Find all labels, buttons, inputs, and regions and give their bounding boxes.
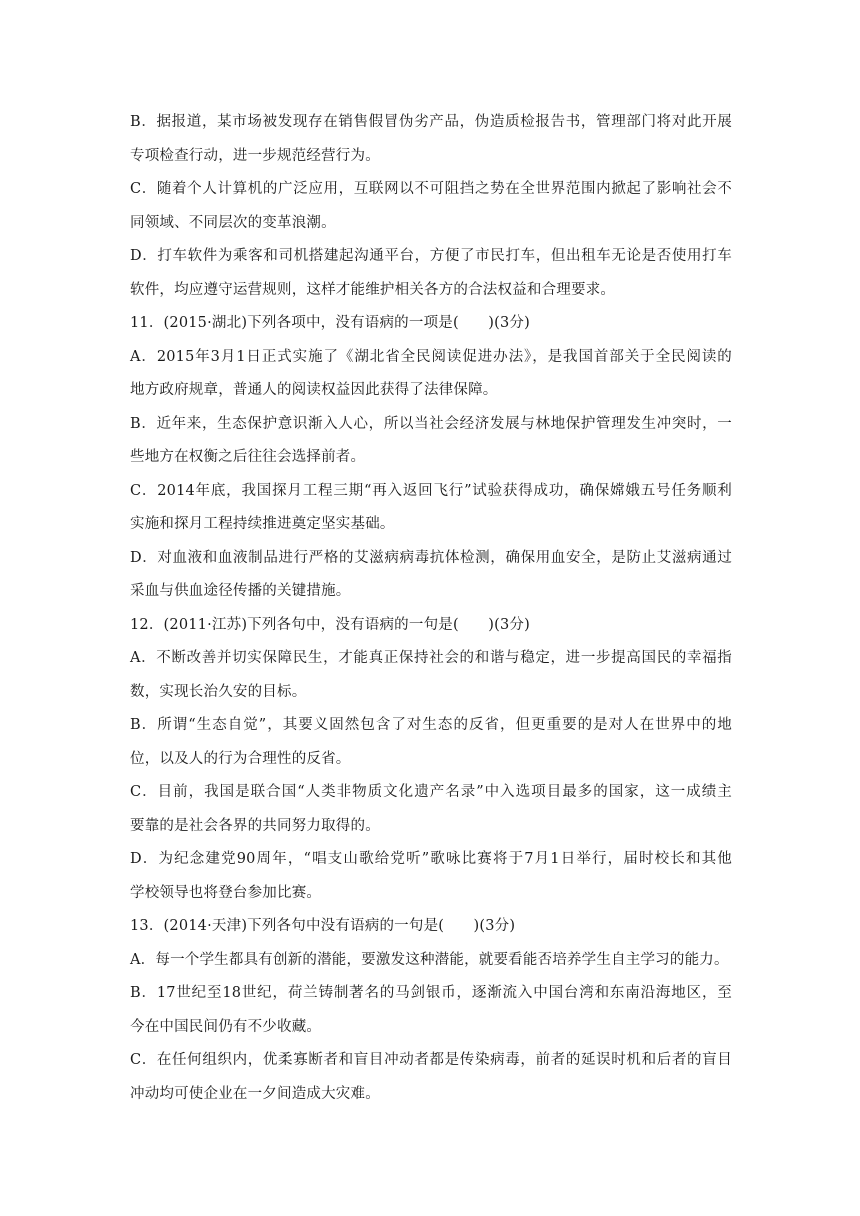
text-line: 同领域、不同层次的变革浪潮。: [130, 214, 336, 231]
text-line: 要靠的是社会各界的共同努力取得的。: [130, 817, 380, 834]
question-paragraph: [130, 542, 732, 609]
question-paragraph: [130, 709, 732, 776]
text-line: 冲动均可使企业在一夕间造成大灾难。: [130, 1085, 380, 1102]
text-line: 13．(2014·天津)下列各句中没有语病的一句是( )(3分): [130, 918, 516, 934]
text-line: A．每一个学生都具有创新的潜能，要激发这种潜能，就要看能否培养学生自主学习的能力。: [130, 951, 729, 968]
text-line: D．为纪念建党90周年，“唱支山歌给党听”歌咏比赛将于7月1日举行，届时校长和其他: [130, 851, 732, 867]
text-line: D．打车软件为乘客和司机搭建起沟通平台，方便了市民打车，但出租车无论是否使用打车: [130, 248, 732, 264]
text-line: B．所谓“生态自觉”，其要义固然包含了对生态的反省，但更重要的是对人在世界中的地: [130, 717, 732, 733]
question-paragraph: [130, 240, 732, 307]
text-line: D．对血液和血液制品进行严格的艾滋病病毒抗体检测，确保用血安全，是防止艾滋病通过: [130, 549, 732, 566]
text-line: 学校领导也将登台参加比赛。: [130, 884, 322, 901]
text-line: B．17世纪至18世纪，荷兰铸制著名的马剑银币，逐渐流入中国台湾和东南沿海地区，至: [130, 985, 732, 1001]
text-line: 数，实现长治久安的目标。: [130, 683, 307, 700]
text-line: 地方政府规章，普通人的阅读权益因此获得了法律保障。: [130, 382, 498, 398]
text-line: 位，以及人的行为合理性的反省。: [130, 750, 351, 767]
question-paragraph: [130, 475, 732, 542]
text-line: 实施和探月工程持续推进奠定坚实基础。: [130, 516, 395, 532]
question-paragraph: [130, 408, 732, 475]
text-line: 12．(2011·江苏)下列各句中，没有语病的一句是( )(3分): [130, 616, 530, 633]
question-paragraph: [130, 106, 732, 173]
question-paragraph: [130, 341, 732, 408]
text-line: C．在任何组织内，优柔寡断者和盲目冲动者都是传染病毒，前者的延误时机和后者的盲目: [130, 1052, 732, 1068]
text-line: A．不断改善并切实保障民生，才能真正保持社会的和谐与稳定，进一步提高国民的幸福指: [130, 650, 732, 666]
question-paragraph: [130, 910, 732, 944]
question-paragraph: [130, 642, 732, 709]
text-line: B．据报道，某市场被发现存在销售假冒伪劣产品，伪造质检报告书，管理部门将对此开展: [130, 114, 732, 130]
question-paragraph: [130, 173, 732, 240]
text-line: C．2014年底，我国探月工程三期“再入返回飞行”试验获得成功，确保嫦娥五号任务顺利: [130, 482, 732, 499]
text-line: 专项检查行动，进一步规范经营行为。: [130, 147, 380, 164]
text-line: 软件，均应遵守运营规则，这样才能维护相关各方的合法权益和合理要求。: [130, 281, 616, 298]
question-paragraph: [130, 977, 732, 1044]
question-paragraph: [130, 944, 732, 978]
question-paragraph: [130, 776, 732, 843]
question-paragraph: [130, 307, 732, 341]
text-line: 采血与供血途径传播的关键措施。: [130, 583, 351, 599]
question-paragraph: [130, 843, 732, 910]
text-line: A．2015年3月1日正式实施了《湖北省全民阅读促进办法》，是我国首部关于全民阅读的: [130, 348, 732, 365]
text-line: C．目前，我国是联合国“人类非物质文化遗产名录”中入选项目最多的国家，这一成绩主: [130, 784, 732, 800]
text-line: 些地方在权衡之后往往会选择前者。: [130, 449, 366, 465]
text-line: 今在中国民间仍有不少收藏。: [130, 1018, 322, 1035]
text-line: C．随着个人计算机的广泛应用，互联网以不可阻挡之势在全世界范围内掀起了影响社会不: [130, 181, 732, 197]
text-line: 11．(2015·湖北)下列各项中，没有语病的一项是( )(3分): [130, 315, 530, 331]
text-line: B．近年来，生态保护意识渐入人心，所以当社会经济发展与林地保护管理发生冲突时，一: [130, 415, 732, 432]
question-paragraph: [130, 609, 732, 643]
document-page: [130, 106, 732, 1111]
question-paragraph: [130, 1044, 732, 1111]
